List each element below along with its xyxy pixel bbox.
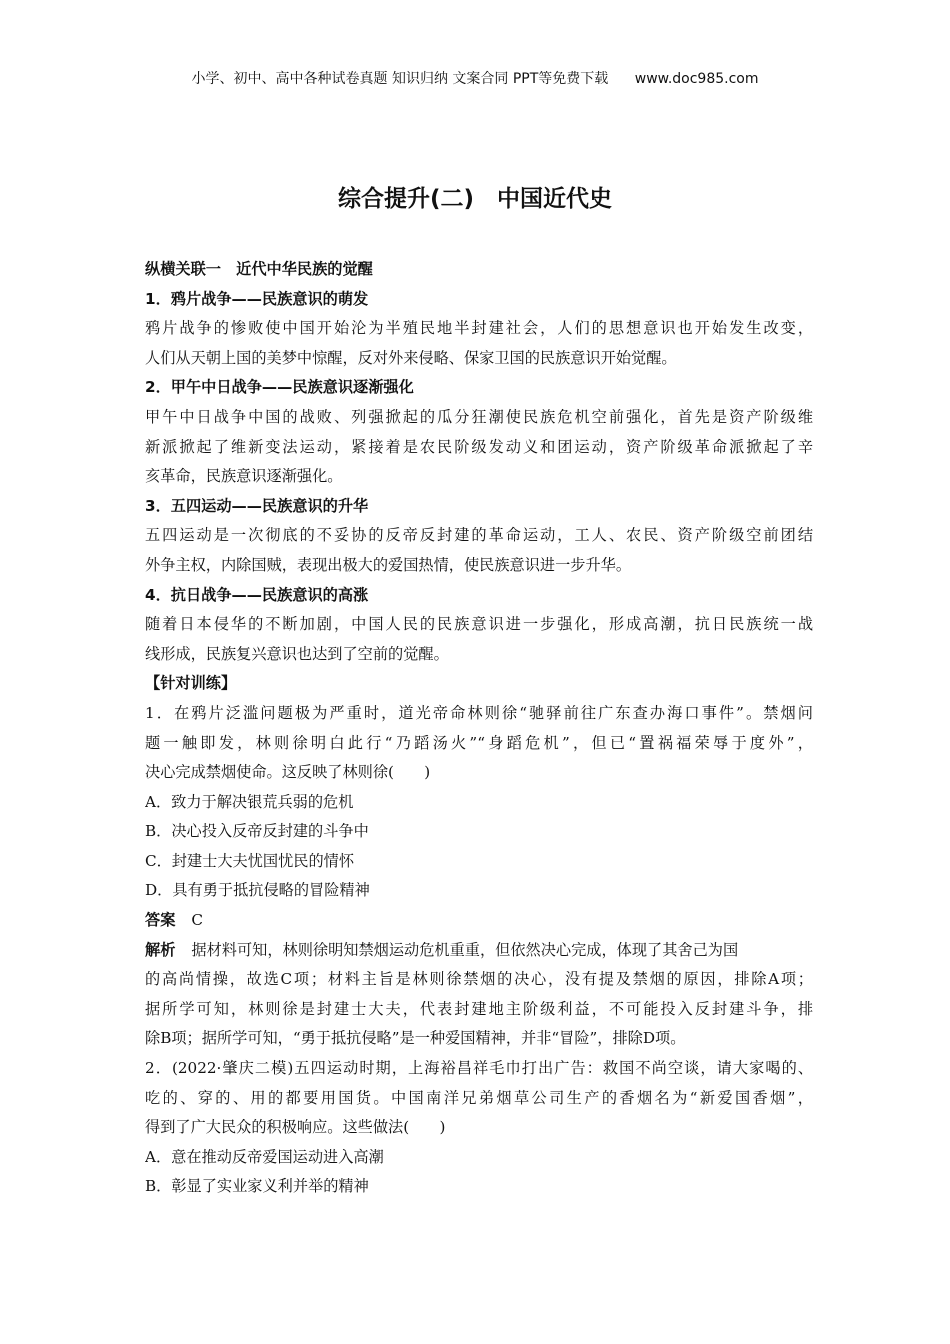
option-block [145,788,813,818]
para-line: 随着日本侵华的不断加剧，中国人民的民族意识进一步强化，形成高潮，抗日民族统一战 [145,615,813,634]
subhead-line: 2．甲午中日战争——民族意识逐渐强化 [145,378,414,397]
option-block [145,847,813,877]
para-line: 决心完成禁烟使命。这反映了林则徐( ) [145,763,431,782]
answer-block [145,906,813,936]
header-text: 小学、初中、高中各种试卷真题 知识归纳 文案合同 PPT等免费下载 [191,71,609,87]
para-line: 题一触即发，林则徐明白此行“乃蹈汤火”“身蹈危机”，但已“置祸福荣辱于度外”， [145,733,813,752]
analysis-line [145,936,813,966]
section-heading: 纵横关联一 近代中华民族的觉醒 [145,260,373,278]
para-line: 人们从天朝上国的美梦中惊醒，反对外来侵略、保家卫国的民族意识开始觉醒。 [145,348,677,367]
answer-line [145,906,813,936]
para-line: 五四运动是一次彻底的不妥协的反帝反封建的革命运动，工人、农民、资产阶级空前团结 [145,526,813,545]
analysis-line: 除B项；据所学可知，“勇于抵抗侵略”是一种爱国精神，并非“冒险”，排除D项。 [145,1029,686,1048]
para-line: 得到了广大民众的积极响应。这些做法( ) [145,1118,446,1137]
option-block [145,1143,813,1173]
para-block [145,1054,813,1143]
analysis-label: 解析 [145,940,176,959]
analysis-block [145,936,813,1054]
para-block [145,610,813,669]
option-block [145,1172,813,1202]
option-line: D．具有勇于抵抗侵略的冒险精神 [145,881,370,900]
option-block [145,817,813,847]
subhead-line: 1．鸦片战争——民族意识的萌发 [145,289,369,308]
page-header [0,68,950,88]
option-line: C．封建士大夫忧国忧民的情怀 [145,851,355,870]
para-line: 外争主权，内除国贼，表现出极大的爱国热情，使民族意识进一步升华。 [145,555,631,574]
subhead-line: 4．抗日战争——民族意识的高涨 [145,585,369,604]
option-line: A．意在推动反帝爱国运动进入高潮 [145,1147,384,1166]
option-line: A．致力于解决银荒兵弱的危机 [145,792,354,811]
para-block [145,403,813,492]
para-block [145,699,813,788]
para-line: 1．在鸦片泛滥问题极为严重时，道光帝命林则徐“驰驿前往广东查办海口事件”。禁烟问 [145,703,813,722]
option-line: B．决心投入反帝反封建的斗争中 [145,822,369,841]
subhead-block [145,492,813,522]
analysis-text: 据材料可知，林则徐明知禁烟运动危机重重，但依然决心完成，体现了其舍己为国 [191,940,739,959]
option-block [145,876,813,906]
subhead-line: 3．五四运动——民族意识的升华 [145,496,369,515]
para-line: 吃的、穿的、用的都要用国货。中国南洋兄弟烟草公司生产的香烟名为“新爱国香烟”， [145,1088,813,1107]
para-line: 新派掀起了维新变法运动，紧接着是农民阶级发动义和团运动，资产阶级革命派掀起了辛 [145,437,813,456]
para-block [145,521,813,580]
option-line: B．彰显了实业家义利并举的精神 [145,1177,369,1196]
page-title: 综合提升(二) 中国近代史 [337,186,613,212]
document-body [145,255,813,1202]
subhead-line: 【针对训练】 [145,674,237,693]
subhead-block [145,669,813,699]
subhead-block [145,373,813,403]
para-line: 2．(2022·肇庆二模)五四运动时期，上海裕昌祥毛巾打出广告：救国不尚空谈，请大家喝的、 [145,1059,813,1078]
para-line: 甲午中日战争中国的战败、列强掀起的瓜分狂潮使民族危机空前强化，首先是资产阶级维 [145,407,813,426]
para-block [145,314,813,373]
para-line: 线形成，民族复兴意识也达到了空前的觉醒。 [145,644,449,663]
header-url: www.doc985.com [634,71,759,87]
subhead-block [145,581,813,611]
para-line: 鸦片战争的惨败使中国开始沦为半殖民地半封建社会，人们的思想意识也开始发生改变， [145,319,813,338]
subhead-block [145,285,813,315]
answer-value: C [191,911,203,930]
para-line: 亥革命，民族意识逐渐强化。 [145,467,343,486]
answer-label: 答案 [145,911,176,930]
analysis-line: 的高尚情操，故选C项；材料主旨是林则徐禁烟的决心，没有提及禁烟的原因，排除A项； [145,970,813,989]
analysis-line: 据所学可知，林则徐是封建士大夫，代表封建地主阶级利益，不可能投入反封建斗争，排 [145,999,813,1018]
